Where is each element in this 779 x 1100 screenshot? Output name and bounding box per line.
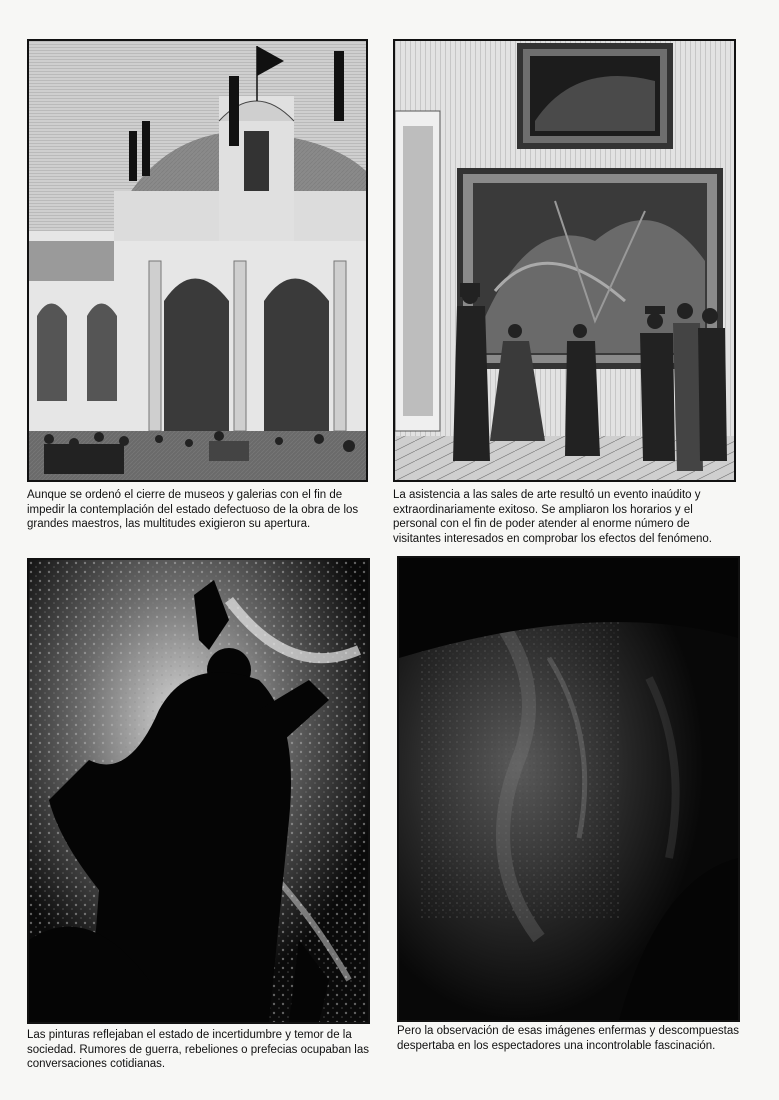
- gallery-illustration: [395, 41, 734, 480]
- caption-gallery-interior: La asistencia a las sales de arte resultó un evento inaúdito y extraordinariamente exitoso. Se ampliaron los horarios y el personal con el fin de poder atender al enorme número de visitantes interesados en comprobar los efectos del fenómeno.: [393, 489, 712, 545]
- caption-museum-exterior: Aunque se ordenó el cierre de museos y galerias con el fin de impedir la contemplación del estado defectuoso de la obra de los grandes maestros, las multitudes exigieron su apertura.: [27, 489, 359, 530]
- painting-dark-figures: [27, 558, 370, 1024]
- dark-figures-illustration: [29, 560, 368, 1022]
- museum-illustration: [29, 41, 366, 480]
- caption-dark-figures: Las pinturas reflejaban el estado de incertidumbre y temor de la sociedad. Rumores de guerra, rebeliones o prefecias ocupaban las conversaciones cotidianas.: [27, 1029, 370, 1070]
- engraving-gallery-interior: [393, 39, 736, 482]
- painting-dark-abstract: [397, 556, 740, 1022]
- engraving-museum-exterior: [27, 39, 368, 482]
- dark-abstract-illustration: [399, 558, 738, 1020]
- caption-dark-abstract: Pero la observación de esas imágenes enfermas y descompuestas despertaba en los espectadores una incontrolable fascinación.: [397, 1025, 739, 1052]
